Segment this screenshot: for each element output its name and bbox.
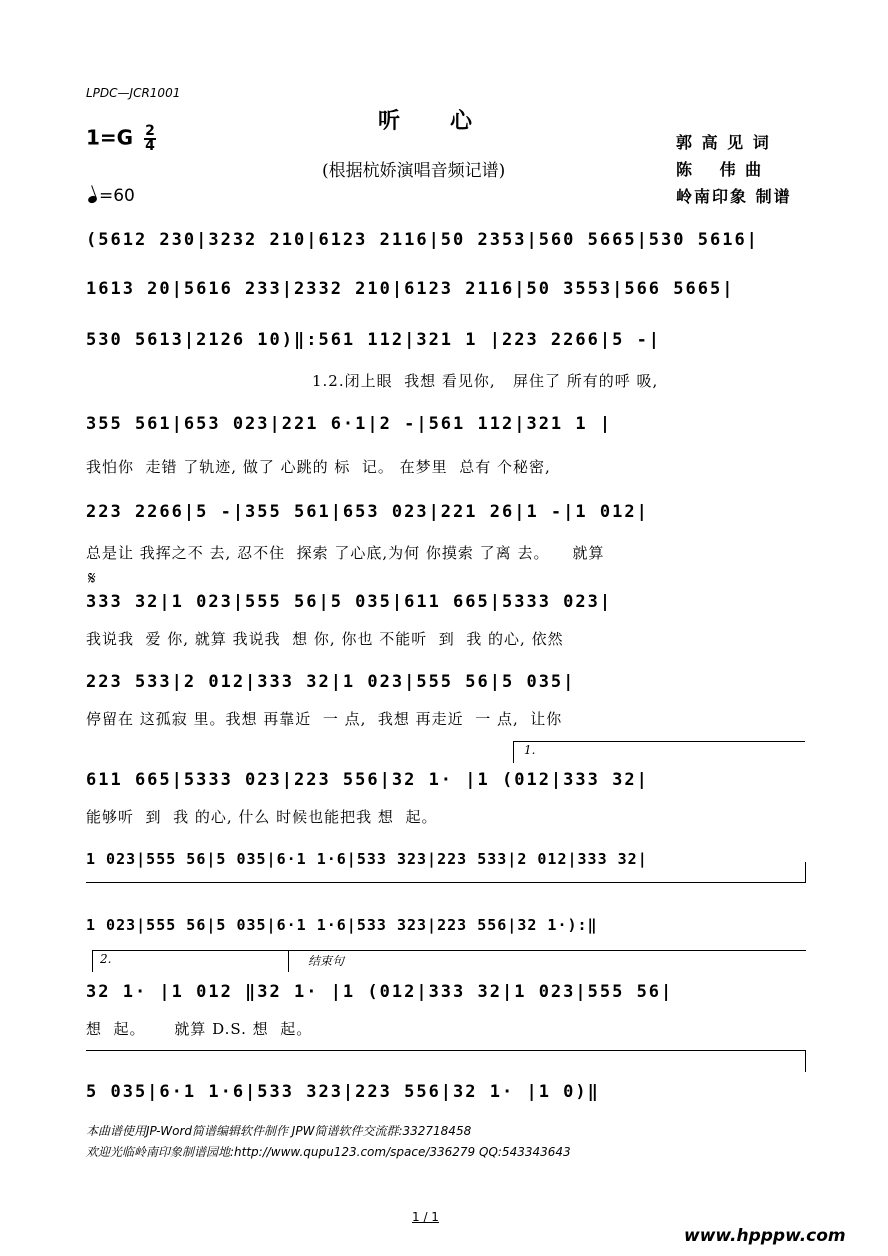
lyric-line-6: 能够听 到 我 的心, 什么 时候也能把我 想 起。 bbox=[86, 808, 438, 826]
bracket-line-1-edge bbox=[805, 862, 806, 882]
volta-1-bracket bbox=[513, 741, 805, 742]
volta-1-bracket-edge bbox=[513, 741, 514, 763]
volta-1-label: 1. bbox=[524, 743, 536, 757]
lyric-line-4: 我说我 爱 你, 就算 我说我 想 你, 你也 不能听 到 我 的心, 依然 bbox=[86, 630, 564, 648]
lyric-line-5: 停留在 这孤寂 里。我想 再靠近 一 点, 我想 再走近 一 点, 让你 bbox=[86, 710, 563, 728]
site-watermark: www.hpppw.com bbox=[684, 1226, 846, 1246]
lyric-line-7: 想 起。 就算 D.S. 想 起。 bbox=[86, 1020, 313, 1038]
composer-credit: 陈 伟 曲 bbox=[676, 160, 764, 179]
time-numerator: 2 bbox=[145, 123, 155, 139]
page-number: 1 / 1 bbox=[412, 1210, 439, 1224]
volta-2-bracket-edge bbox=[92, 950, 93, 972]
subtitle: (根据杭娇演唱音频记谱) bbox=[322, 161, 506, 181]
tempo-marking bbox=[88, 186, 135, 206]
lyric-line-2: 我怕你 走错 了轨迹, 做了 心跳的 标 记。 在梦里 总有 个秘密, bbox=[86, 458, 551, 476]
score-row-11: 32 1· |1 012 ‖32 1· |1 (012|333 32|1 023|555 56| bbox=[86, 982, 674, 1002]
score-row-4: 355 561|653 023|221 6·1|2 -|561 112|321 1 | bbox=[86, 414, 613, 434]
time-signature bbox=[144, 125, 156, 153]
lyricist-credit: 郭 高 见 词 bbox=[676, 133, 771, 152]
ending-bracket-edge bbox=[288, 950, 289, 972]
footer-line-1: 本曲谱使用JP-Word简谱编辑软件制作 JPW简谱软件交流群:332718458 bbox=[86, 1124, 472, 1138]
bracket-line-1 bbox=[86, 882, 806, 883]
score-row-8: 611 665|5333 023|223 556|32 1· |1 (012|333 32| bbox=[86, 770, 649, 790]
score-row-6: 333 32|1 023|555 56|5 035|611 665|5333 023| bbox=[86, 592, 613, 612]
score-row-5: 223 2266|5 -|355 561|653 023|221 26|1 -|1 012| bbox=[86, 502, 649, 522]
footer-line-2: 欢迎光临岭南印象制谱园地:http://www.qupu123.com/space/336279 QQ:543343643 bbox=[86, 1145, 571, 1159]
score-row-10: 1 023|555 56|5 035|6·1 1·6|533 323|223 556|32 1·):‖ bbox=[86, 916, 598, 934]
score-row-2: 1613 20|5616 233|2332 210|6123 2116|50 3553|566 5665| bbox=[86, 279, 735, 299]
time-denominator: 4 bbox=[145, 138, 155, 154]
key-label: 1=G bbox=[86, 125, 134, 150]
lyric-line-3: 总是让 我挥之不 去, 忍不住 探索 了心底,为何 你摸索 了离 去。 就算 bbox=[86, 544, 605, 562]
tempo-value: =60 bbox=[99, 186, 135, 206]
ending-label: 结束句 bbox=[308, 954, 345, 968]
page-title: 听 心 bbox=[378, 108, 475, 134]
lyric-line-1: 1.2.闭上眼 我想 看见你, 屏住了 所有的呼 吸, bbox=[312, 372, 659, 390]
bracket-line-2 bbox=[86, 1050, 806, 1051]
segno-sign: 𝄋 bbox=[88, 568, 96, 589]
key-signature bbox=[86, 125, 156, 153]
score-row-7: 223 533|2 012|333 32|1 023|555 56|5 035| bbox=[86, 672, 576, 692]
bracket-line-2-edge bbox=[805, 1050, 806, 1072]
arranger-credit: 岭南印象 制谱 bbox=[676, 187, 792, 206]
score-row-9: 1 023|555 56|5 035|6·1 1·6|533 323|223 533|2 012|333 32| bbox=[86, 850, 648, 868]
score-row-3: 530 5613|2126 10)‖:561 112|321 1 |223 2266|5 -| bbox=[86, 330, 662, 350]
score-code: LPDC—JCR1001 bbox=[86, 86, 181, 100]
volta-2-label: 2. bbox=[100, 952, 112, 966]
score-row-12: 5 035|6·1 1·6|533 323|223 556|32 1· |1 0)‖ bbox=[86, 1082, 600, 1102]
score-row-1: (5612 230|3232 210|6123 2116|50 2353|560 5665|530 5616| bbox=[86, 230, 759, 250]
volta-2-bracket bbox=[92, 950, 806, 951]
quarter-note-icon bbox=[87, 195, 98, 205]
